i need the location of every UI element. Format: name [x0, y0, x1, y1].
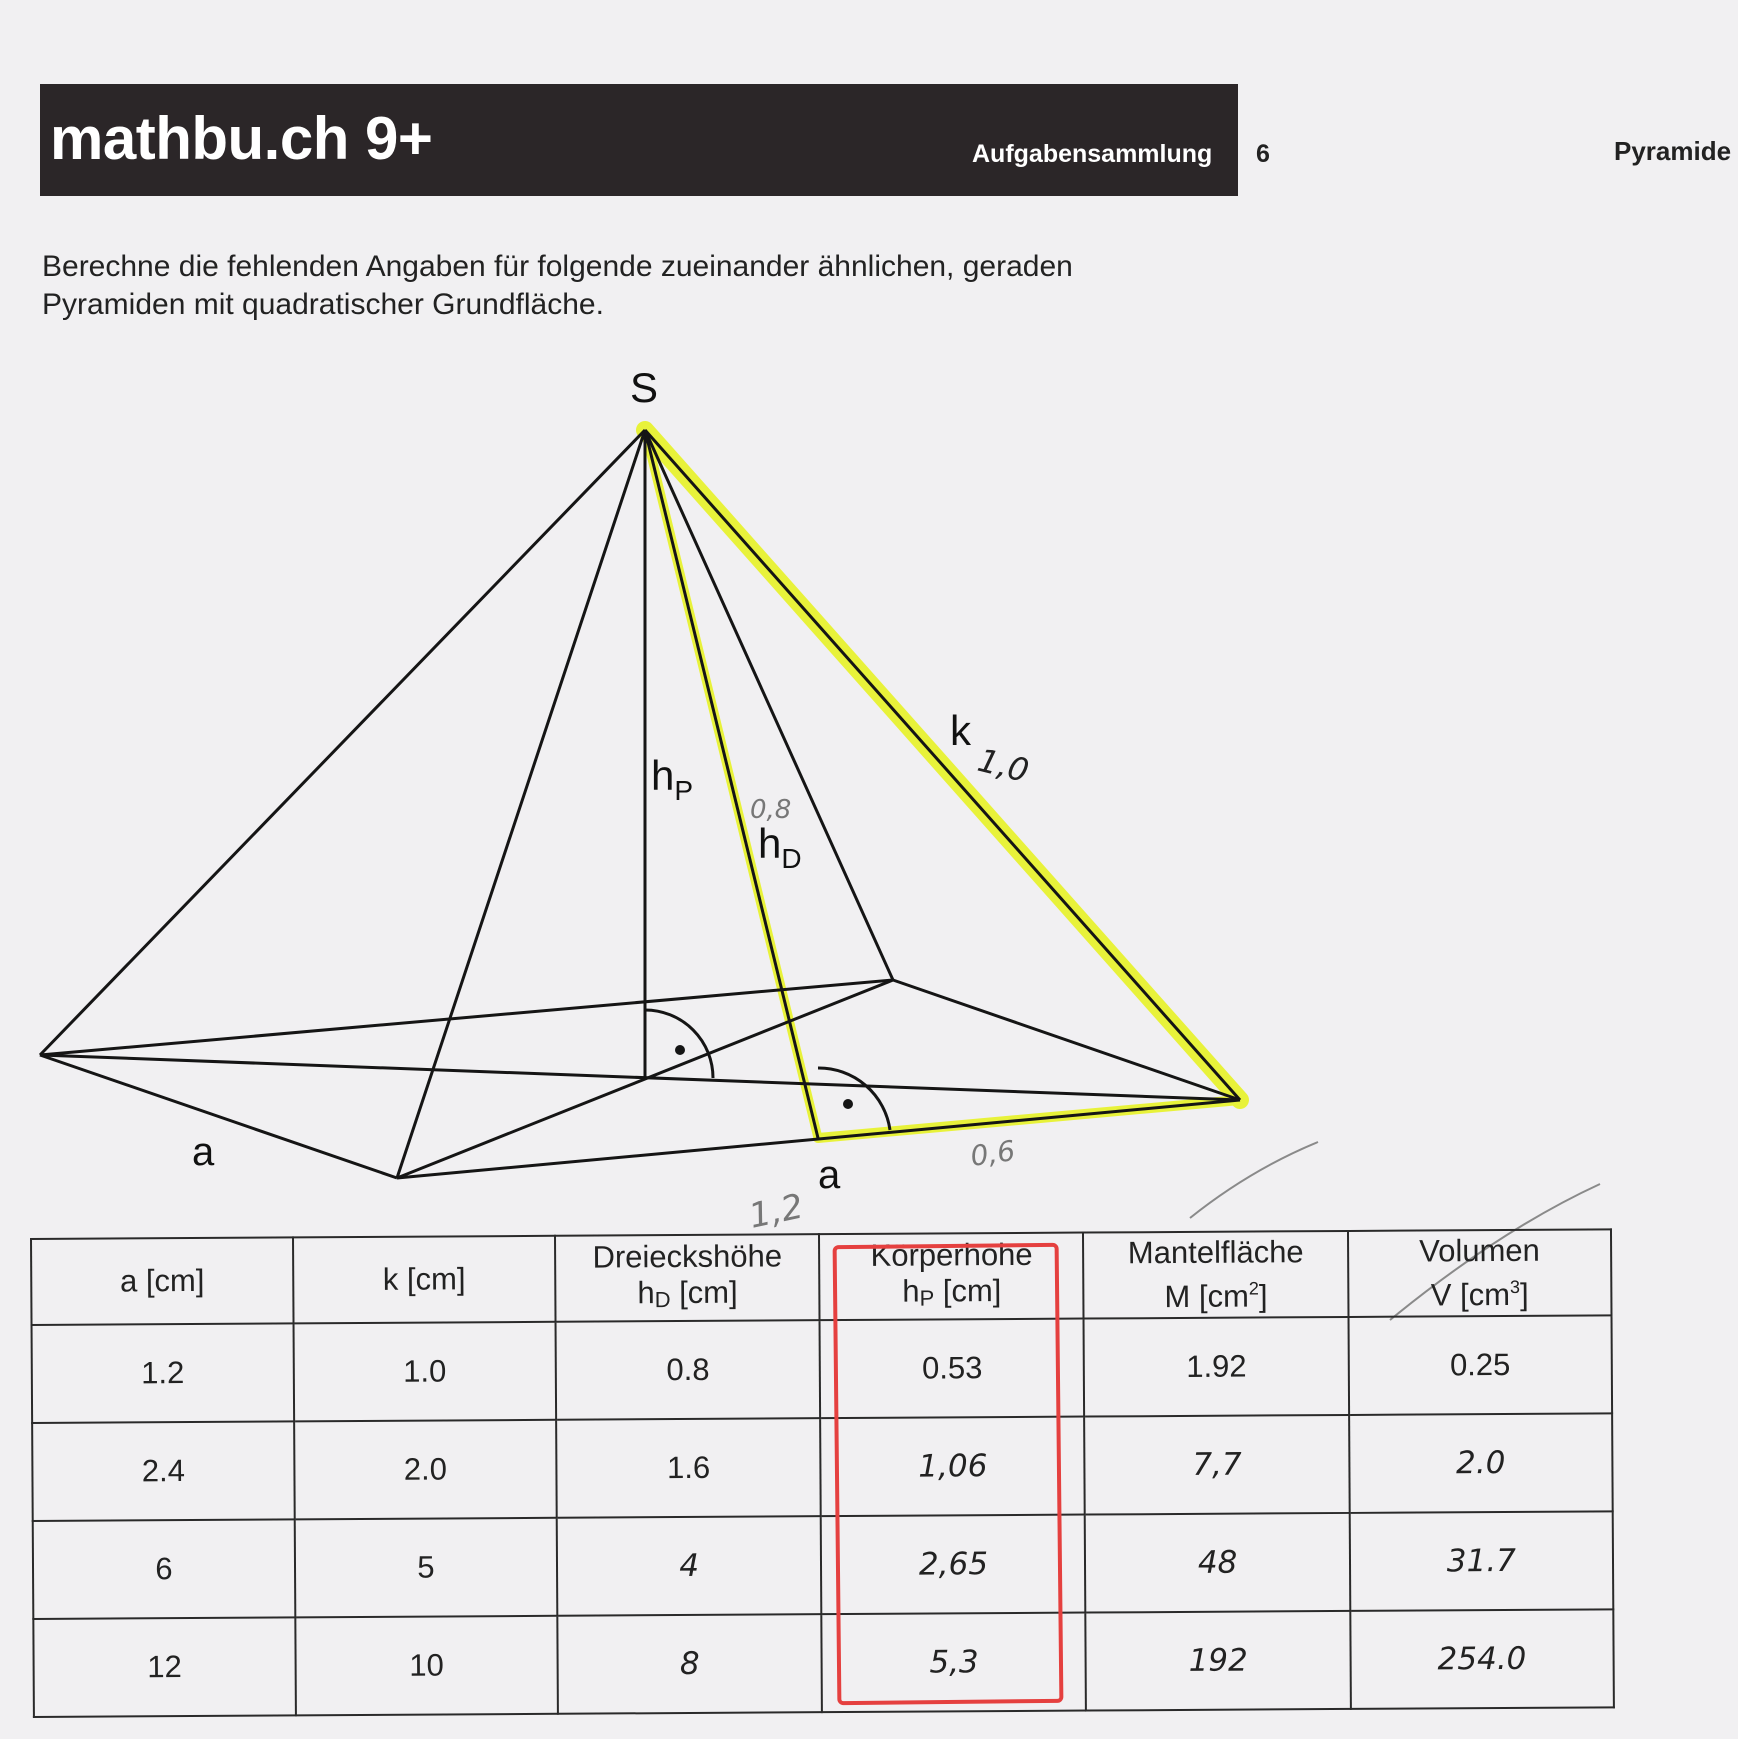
header-a: a [cm]	[31, 1237, 293, 1325]
cell-hd: 4	[557, 1516, 822, 1616]
cell-hp: 2,65	[821, 1515, 1086, 1615]
chapter-number: 6	[1256, 140, 1270, 168]
cell-hp: 1,06	[821, 1417, 1086, 1517]
table-row	[32, 1315, 1613, 1423]
cell-k: 10	[295, 1616, 558, 1716]
header-hp: Körperhöhe hP [cm]	[819, 1233, 1084, 1321]
header-k: k [cm]	[293, 1236, 555, 1324]
cell-v: 31.7	[1349, 1511, 1613, 1611]
cell-v: 0.25	[1348, 1315, 1612, 1415]
results-table	[30, 1228, 1615, 1718]
cell-m: 7,7	[1085, 1415, 1350, 1515]
cell-m: 192	[1086, 1611, 1351, 1711]
cell-a: 1.2	[32, 1323, 295, 1423]
topic-label: Pyramide	[1614, 136, 1732, 166]
hd-label: $h_D$	[758, 820, 802, 874]
note-k-value: 1,0	[974, 740, 1033, 791]
hp-subscript: P	[674, 775, 694, 806]
highlight-marks	[645, 430, 1240, 1138]
table-row	[33, 1609, 1614, 1717]
cell-hd: 0.8	[555, 1320, 820, 1420]
a-label-front: a	[818, 1153, 841, 1197]
instruction-line-2: Pyramiden mit quadratischer Grundfläche.	[42, 288, 604, 321]
right-angle-marks	[645, 1010, 890, 1130]
note-half-a-value: 0,6	[968, 1134, 1018, 1173]
series-label: Aufgabensammlung	[972, 140, 1213, 168]
instruction-line-1: Berechne die fehlenden Angaben für folgende zueinander ähnlichen, geraden	[42, 250, 1073, 283]
right-angle-dot-1	[675, 1045, 685, 1055]
cell-a: 6	[33, 1519, 296, 1619]
hp-column-highlight	[833, 1243, 1064, 1705]
cell-k: 1.0	[293, 1322, 556, 1422]
cell-a: 12	[33, 1617, 296, 1717]
note-hd-value: 0,8	[750, 795, 792, 825]
header-m: Mantelfläche M $[cm^2]$	[1083, 1231, 1348, 1319]
cell-hd: 8	[557, 1614, 822, 1714]
cell-hd: 1.6	[556, 1418, 821, 1518]
note-a-value: 1,2	[745, 1186, 807, 1237]
cell-m: 48	[1085, 1513, 1350, 1613]
cell-m: 1.92	[1084, 1317, 1349, 1417]
hp-label: $h_P$	[651, 752, 694, 806]
k-label: k	[950, 707, 971, 754]
brand-title: mathbu.ch 9+	[50, 105, 433, 172]
table-row	[33, 1511, 1614, 1619]
cell-a: 2.4	[32, 1421, 295, 1521]
pyramid-edges	[40, 430, 1240, 1178]
header-v: Volumen V $[cm^3]$	[1348, 1229, 1612, 1317]
cell-v: 254.0	[1350, 1609, 1614, 1709]
right-angle-dot-2	[843, 1099, 853, 1109]
hd-subscript: D	[781, 843, 802, 874]
table-header-row	[31, 1229, 1611, 1325]
cell-hp: 0.53	[820, 1319, 1085, 1419]
cell-v: 2.0	[1349, 1413, 1613, 1513]
cell-k: 2.0	[294, 1420, 557, 1520]
cell-k: 5	[295, 1518, 558, 1618]
table-row	[32, 1413, 1613, 1521]
cell-hp: 5,3	[822, 1613, 1087, 1713]
a-label-left: a	[192, 1130, 215, 1174]
apex-label: S	[630, 364, 659, 411]
header-hd: Dreieckshöhe hD [cm]	[555, 1234, 820, 1322]
